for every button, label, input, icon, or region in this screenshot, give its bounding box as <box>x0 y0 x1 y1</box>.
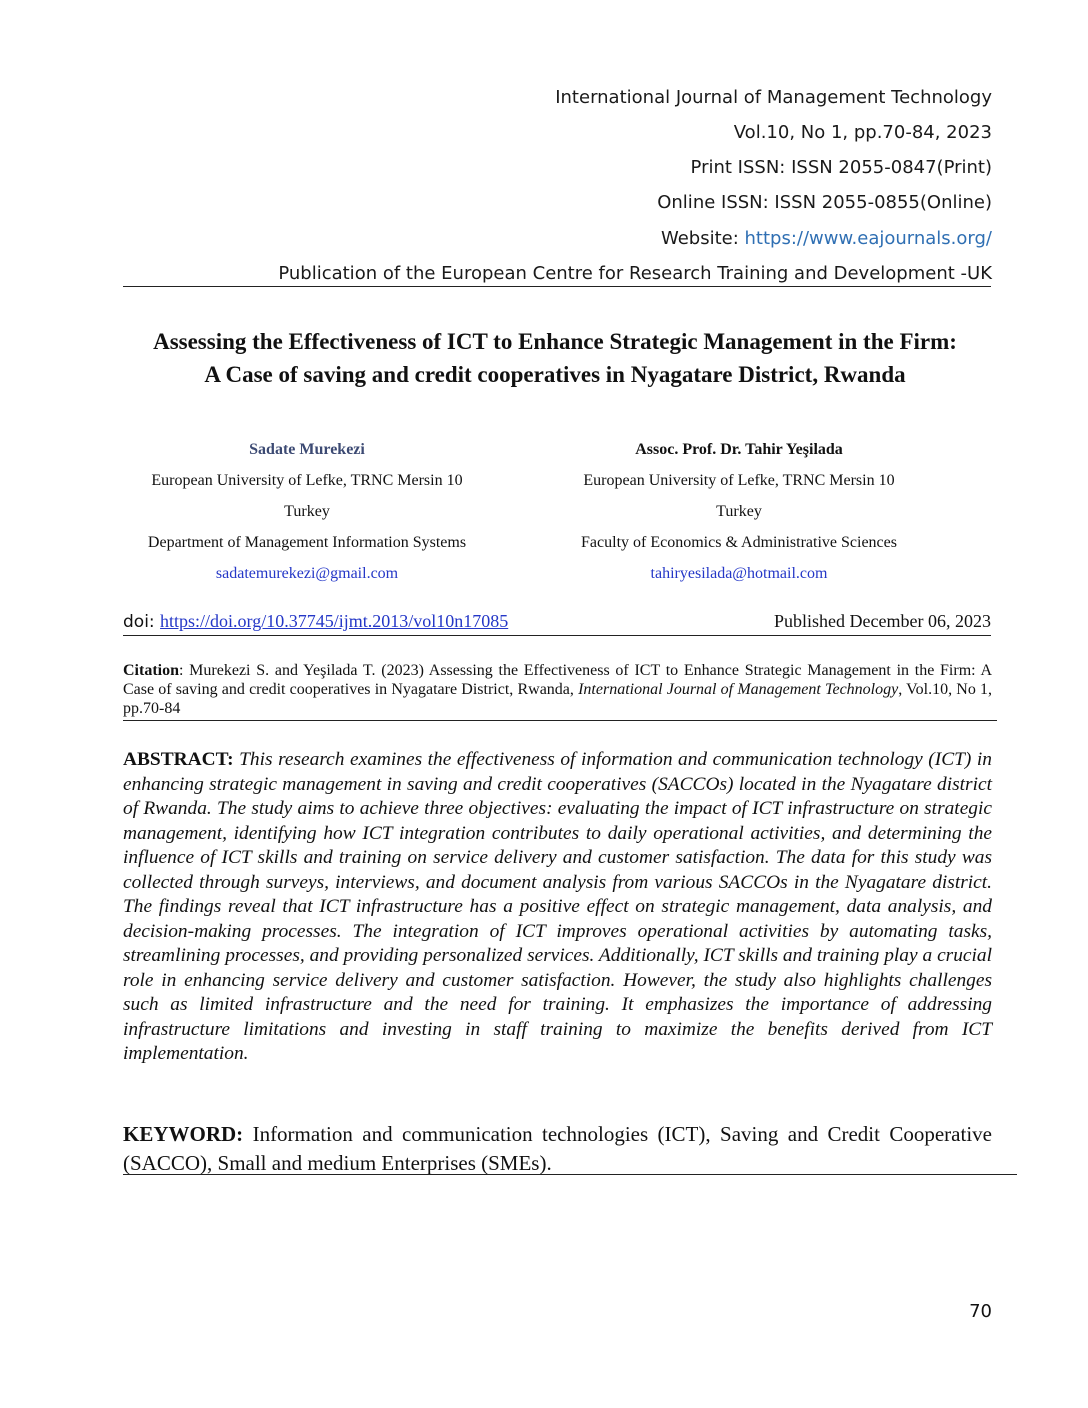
author-1-department: Department of Management Information Systems <box>147 534 467 551</box>
citation-text-a: : Murekezi S. and Yeşilada T. (2023) Assessing the Effectiveness of ICT to Enhance Strategic Management in the Firm: A Case of saving and credit cooperatives in Nyagatare District, Rwanda, <box>123 662 992 698</box>
online-issn: Online ISSN: ISSN 2055-0855(Online) <box>657 192 992 213</box>
published-date: Published December 06, 2023 <box>774 611 991 631</box>
abstract <box>123 748 992 1067</box>
keywords <box>123 1120 992 1178</box>
website-label: Website: <box>660 228 745 249</box>
author-2-affiliation: European University of Lefke, TRNC Mersin 10 <box>583 472 895 489</box>
author-1-email[interactable]: sadatemurekezi@gmail.com <box>215 565 399 582</box>
journal-name: International Journal of Management Technology <box>555 87 992 108</box>
title-line-2: A Case of saving and credit cooperatives in Nyagatare District, Rwanda <box>204 362 906 387</box>
citation-rule <box>123 720 997 721</box>
website-line <box>661 228 992 249</box>
publisher-line: Publication of the European Centre for Research Training and Development -UK <box>278 263 992 284</box>
doi-label: doi: <box>123 612 161 632</box>
print-issn: Print ISSN: ISSN 2055-0847(Print) <box>690 157 992 178</box>
author-2-email[interactable]: tahiryesilada@hotmail.com <box>650 565 828 582</box>
volume-info: Vol.10, No 1, pp.70-84, 2023 <box>733 122 992 143</box>
author-2-name: Assoc. Prof. Dr. Tahir Yeşilada <box>635 441 843 458</box>
title-line-1: Assessing the Effectiveness of ICT to Enhance Strategic Management in the Firm: <box>153 329 957 354</box>
keyword-label: KEYWORD: <box>123 1122 244 1146</box>
author-1-affiliation: European University of Lefke, TRNC Mersin 10 <box>151 472 463 489</box>
keyword-rule <box>123 1174 1017 1175</box>
abstract-label: ABSTRACT: <box>123 749 234 770</box>
author-1-name: Sadate Murekezi <box>249 441 365 458</box>
paper-title <box>110 325 1000 391</box>
header-rule <box>123 286 991 287</box>
author-2-country: Turkey <box>716 503 762 520</box>
author-2-department: Faculty of Economics & Administrative Sciences <box>581 534 897 551</box>
abstract-text: This research examines the effectiveness of information and communication technology (ICT) in enhancing strategic management in saving and credit cooperatives (SACCOs) located in the Nyagatare district of Rwanda. The study aims to achieve three objectives: evaluating the impact of ICT infrastructure on strategic management, identifying how ICT integration contributes to daily operational activities, and determining the influence of ICT skills and training on service delivery and customer satisfaction. The data for this study was collected through surveys, interviews, and document analysis from various SACCOs in the Nyagatare district. The findings reveal that ICT infrastructure has a positive effect on strategic management, data analysis, and decision-making processes. The integration of ICT improves operational activities by automating tasks, streamlining processes, and providing personalized services. Additionally, ICT skills and training play a crucial role in enhancing service delivery and customer satisfaction. However, the study also highlights challenges such as limited infrastructure and the need for training. It emphasizes the importance of addressing infrastructure limitations and investing in staff training to maximize the benefits derived from ICT implementation. <box>123 749 992 1064</box>
author-1-country: Turkey <box>284 503 330 520</box>
doi-link[interactable]: https://doi.org/10.37745/ijmt.2013/vol10n17085 <box>160 611 509 631</box>
citation <box>123 661 992 718</box>
doi-row <box>123 611 991 632</box>
page-number: 70 <box>969 1301 992 1322</box>
citation-text-b: , Vol.10, No 1, pp.70-84 <box>123 681 993 717</box>
author-1 <box>97 434 517 589</box>
website-link[interactable]: https://www.eajournals.org/ <box>744 228 992 249</box>
citation-journal: International Journal of Management Technology <box>578 681 899 698</box>
author-2 <box>529 434 949 589</box>
keyword-text: Information and communication technologies (ICT), Saving and Credit Cooperative (SACCO), Small and medium Enterprises (SMEs). <box>123 1122 992 1175</box>
citation-label: Citation <box>123 662 179 679</box>
doi-rule <box>123 635 991 636</box>
